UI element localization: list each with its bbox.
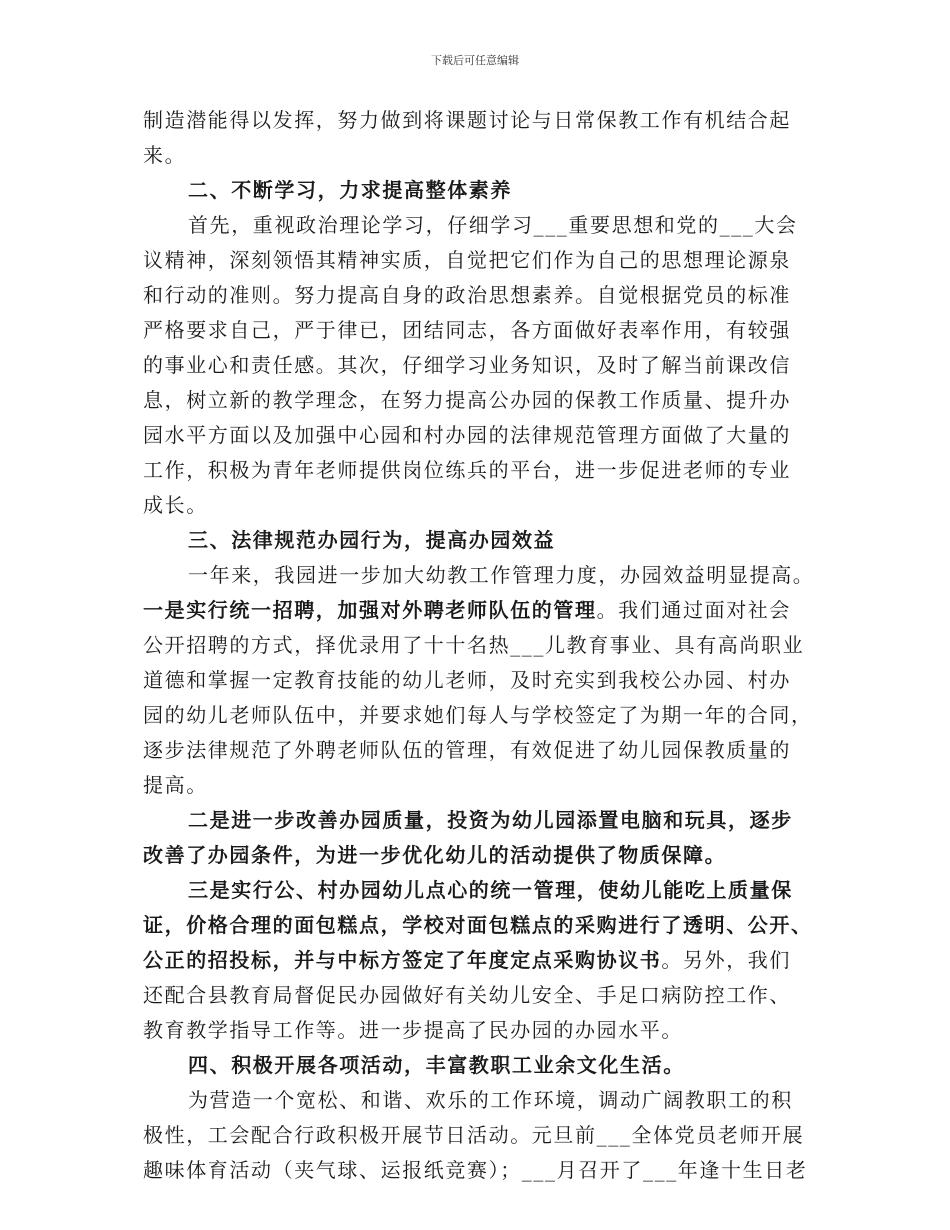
text-run: 四、积极开展各项活动，丰富教职工业余文化生活。 <box>188 1053 685 1077</box>
text-run: 制造潜能得以发挥，努力做到将课题讨论与日常保教工作有机结合起 <box>143 108 791 132</box>
text-run: 为营造一个宽松、和谐、欢乐的工作环境，调动广阔教职工的积 <box>188 1088 793 1112</box>
bold-paragraph-line <box>143 908 821 943</box>
bold-paragraph-line <box>143 803 821 838</box>
paragraph-line <box>143 278 821 313</box>
text-run: 教育教学指导工作等。进一步提高了民办园的办园水平。 <box>143 1018 683 1042</box>
text-run: 二、不断学习，力求提高整体素养 <box>188 178 512 202</box>
paragraph-line <box>143 978 821 1013</box>
paragraph-line <box>143 383 821 418</box>
page-header: 下载后可任意编辑 <box>431 54 519 67</box>
text-run: 公开招聘的方式，择优录用了十十名热___儿教育事业、具有高尚职业 <box>143 633 805 657</box>
text-run: 议精神，深刻领悟其精神实质，自觉把它们作为自己的思想理论源泉 <box>143 248 791 272</box>
paragraph-line <box>143 488 821 523</box>
paragraph-line <box>143 558 821 593</box>
text-run: 道德和掌握一定教育技能的幼儿老师，及时充实到我校公办园、村办 <box>143 668 791 692</box>
paragraph-line <box>143 243 821 278</box>
bold-text-run: 公正的招投标，并与中标方签定了年度定点采购协议书 <box>143 948 662 972</box>
text-run: 和行动的准则。努力提高自身的政治思想素养。自觉根据党员的标准 <box>143 283 791 307</box>
text-run: 逐步法律规范了外聘老师队伍的管理，有效促进了幼儿园保教质量的 <box>143 738 791 762</box>
paragraph-line <box>143 733 821 768</box>
paragraph-line <box>143 663 821 698</box>
paragraph-line <box>143 943 821 978</box>
bold-paragraph-line <box>143 838 821 873</box>
text-run: 园水平方面以及加强中心园和村办园的法律规范管理方面做了大量的 <box>143 423 791 447</box>
paragraph-line <box>143 593 821 628</box>
paragraph-line <box>143 628 821 663</box>
text-run: 趣味体育活动（夹气球、运报纸竞赛）；___月召开了___年逢十生日老 <box>143 1158 808 1182</box>
text-run: 证，价格合理的面包糕点，学校对面包糕点的采购进行了透明、公开、 <box>143 913 813 937</box>
text-run: 。另外，我们 <box>661 948 792 972</box>
text-run: 二是进一步改善办园质量，投资为幼儿园添置电脑和玩具，逐步 <box>188 808 793 832</box>
text-run: 首先，重视政治理论学习，仔细学习___重要思想和党的___大会 <box>188 213 798 237</box>
paragraph-line <box>143 418 821 453</box>
paragraph-line <box>143 103 821 138</box>
text-run: 提高。 <box>143 773 208 797</box>
text-run: 严格要求自己，严于律已，团结同志，各方面做好表率作用，有较强 <box>143 318 791 342</box>
paragraph-line <box>143 138 821 173</box>
paragraph-line <box>143 348 821 383</box>
paragraph-line <box>143 1013 821 1048</box>
text-run: 。我们通过面对社会 <box>596 598 792 622</box>
text-run: 园的幼儿老师队伍中，并要求她们每人与学校签定了为期一年的合同， <box>143 703 813 727</box>
paragraph-line <box>143 698 821 733</box>
text-run: 一年来，我园进一步加大幼教工作管理力度，办园效益明显提高。 <box>188 563 815 587</box>
paragraph-line <box>143 208 821 243</box>
text-run: 工作，积极为青年老师提供岗位练兵的平台，进一步促进老师的专业 <box>143 458 791 482</box>
section-heading <box>143 173 821 208</box>
paragraph-line <box>143 453 821 488</box>
text-run: 成长。 <box>143 493 208 517</box>
section-heading <box>143 1048 821 1083</box>
bold-paragraph-line <box>143 873 821 908</box>
document-body <box>143 103 821 1188</box>
text-run: 极性，工会配合行政积极开展节日活动。元旦前___全体党员老师开展 <box>143 1123 805 1147</box>
paragraph-line <box>143 768 821 803</box>
text-run: 来。 <box>143 143 187 167</box>
text-run: 息，树立新的教学理念，在努力提高公办园的保教工作质量、提升办 <box>143 388 791 412</box>
paragraph-line <box>143 1083 821 1118</box>
text-run: 还配合县教育局督促民办园做好有关幼儿安全、手足口病防控工作、 <box>143 983 791 1007</box>
paragraph-line <box>143 313 821 348</box>
text-run: 三、法律规范办园行为，提高办园效益 <box>188 528 556 552</box>
paragraph-line <box>143 1153 821 1188</box>
text-run: 的事业心和责任感。其次，仔细学习业务知识，及时了解当前课改信 <box>143 353 791 377</box>
text-run: 三是实行公、村办园幼儿点心的统一管理，使幼儿能吃上质量保 <box>188 878 793 902</box>
bold-text-run: 一是实行统一招聘，加强对外聘老师队伍的管理 <box>143 598 597 622</box>
paragraph-line <box>143 1118 821 1153</box>
section-heading <box>143 523 821 558</box>
text-run: 改善了办园条件，为进一步优化幼儿的活动提供了物质保障。 <box>143 843 727 867</box>
